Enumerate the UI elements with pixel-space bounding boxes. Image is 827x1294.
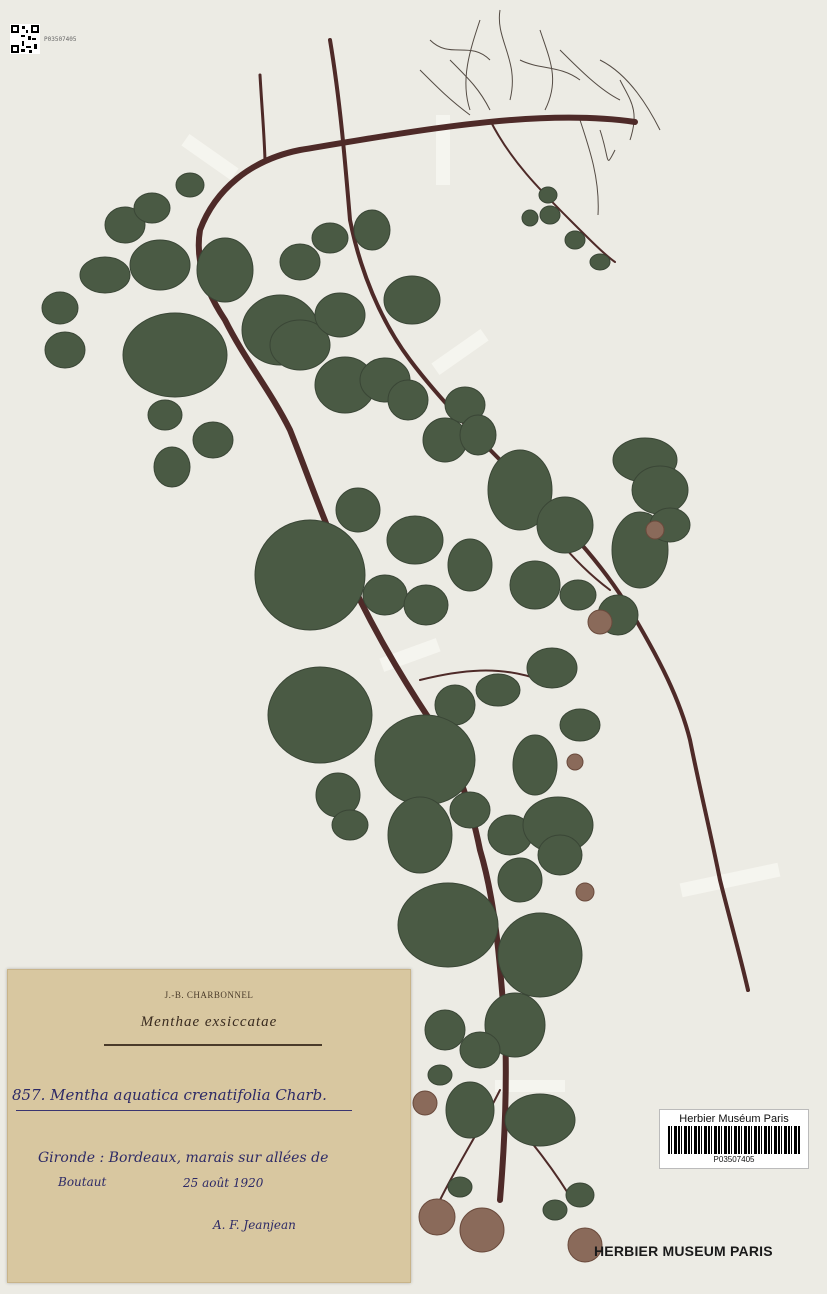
museum-stamp: HERBIER MUSEUM PARIS (594, 1243, 773, 1259)
collection-date: 25 août 1920 (183, 1176, 264, 1190)
barcode-title: Herbier Muséum Paris (679, 1113, 789, 1125)
collector-signature: A. F. Jeanjean (213, 1218, 296, 1232)
specimen-label (7, 969, 411, 1283)
collector-header: J.-B. CHARBONNEL (164, 990, 254, 1000)
barcode-label (659, 1109, 809, 1169)
barcode-bars (668, 1126, 800, 1154)
roots (420, 10, 660, 215)
locality-line-2: Boutaut (58, 1175, 107, 1189)
taxon-name: 857. Mentha aquatica crenatifolia Charb. (12, 1086, 327, 1104)
qr-code-number: P03507405 (44, 36, 77, 43)
taxon-underline (16, 1110, 352, 1111)
series-title: Menthae exsiccatae (140, 1014, 278, 1030)
label-divider (104, 1044, 322, 1046)
barcode-number: P03507405 (713, 1155, 755, 1164)
locality: Gironde : Bordeaux, marais sur allées de (38, 1150, 329, 1166)
